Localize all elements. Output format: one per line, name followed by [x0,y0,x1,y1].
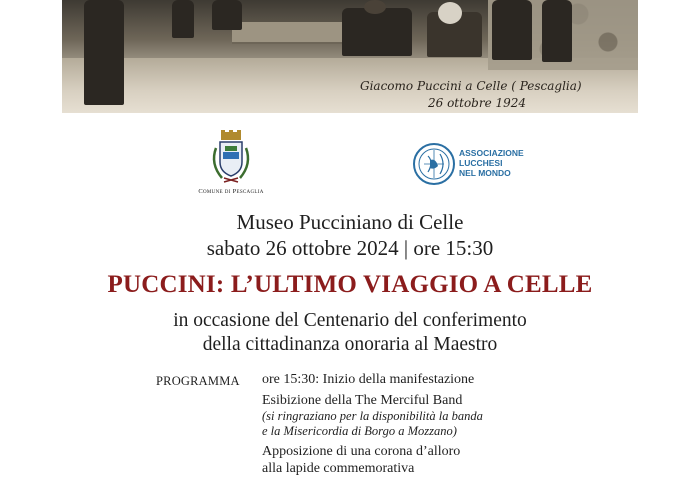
program-item [262,371,562,388]
photo-caption-line2: 26 ottobre 1924 [428,96,527,110]
program-item [262,443,562,477]
comune-logo-label: Comune di Pescaglia [198,188,264,195]
photo-caption [360,78,600,112]
event-subtitle-line1: in occasione del Centenario del conferimento [173,310,527,331]
program-item-text: ore 15:30: Inizio della manifestazione [262,372,475,387]
photo-caption-line1: Giacomo Puccini a Celle ( Pescaglia) [360,79,582,93]
event-subtitle-line2: della cittadinanza onoraria al Maestro [202,334,498,355]
program-item-text-line1: Apposizione di una corona d’alloro [262,444,461,459]
photo-figure [492,0,532,60]
globe-seal-icon [412,140,456,188]
photo-figure-hat [438,2,462,24]
event-date-time: sabato 26 ottobre 2024 | ore 15:30 [206,236,494,260]
photo-figure-head [364,0,386,14]
historic-photo [62,0,638,113]
photo-steps [232,22,342,44]
association-line-2: LUCCHESI [459,158,503,168]
association-logo [412,140,542,190]
program-item-text-line2: alla lapide commemorativa [262,461,415,476]
photo-figure [542,0,572,62]
association-line-1: ASSOCIAZIONE [459,148,524,158]
coat-of-arms-icon [206,130,256,186]
program-item-note-line1: (si ringraziano per la disponibilità la banda [262,409,483,423]
program-item-note-line2: e la Misericordia di Borgo a Mozzano) [262,424,457,438]
comune-logo [186,130,276,195]
photo-figure [172,0,194,38]
program-list [262,371,562,477]
photo-figure [212,0,242,30]
program-label: PROGRAMMA [156,374,240,388]
program-item [262,392,562,439]
photo-figure [84,0,124,105]
event-headline: PUCCINI: L’ULTIMO VIAGGIO A CELLE [107,271,593,298]
photo-figure [342,8,412,56]
association-logo-text [459,148,549,178]
event-venue: Museo Pucciniano di Celle [236,210,464,234]
program-item-text: Esibizione della The Merciful Band [262,393,463,408]
association-line-3: NEL MONDO [459,168,511,178]
